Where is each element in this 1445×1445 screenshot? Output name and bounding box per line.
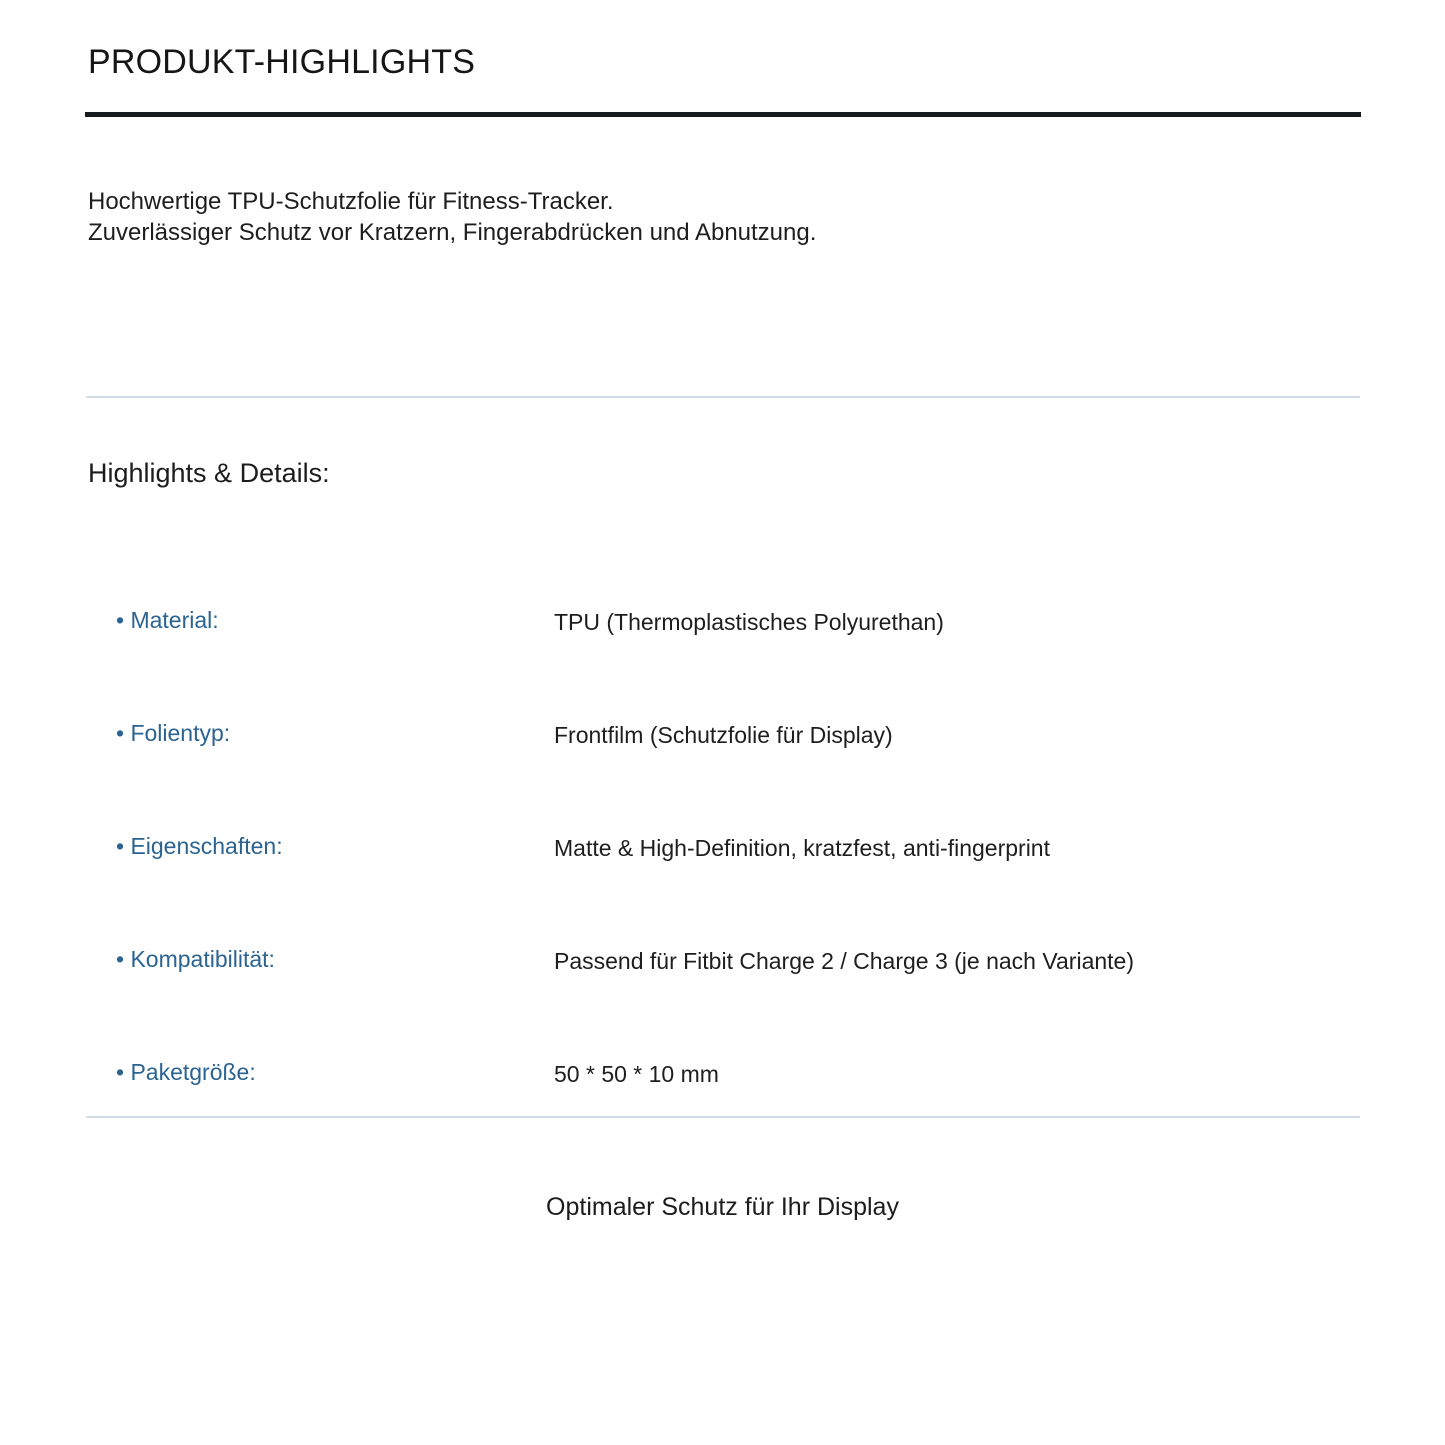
page-title: PRODUKT-HIGHLIGHTS (88, 43, 476, 81)
spec-value-paketgroesse: 50 * 50 * 10 mm (554, 1061, 719, 1087)
spec-row-paketgroesse (0, 1056, 1445, 1096)
spec-label-eigenschaften: • Eigenschaften: (116, 833, 283, 859)
footer-tagline: Optimaler Schutz für Ihr Display (546, 1193, 899, 1221)
title-underline (85, 112, 1361, 117)
spec-label-material: • Material: (116, 607, 219, 633)
spec-label-folientyp: • Folientyp: (116, 720, 231, 746)
spec-row-kompatibilitaet (0, 943, 1445, 983)
spec-row-eigenschaften (0, 830, 1445, 870)
details-heading: Highlights & Details: (88, 458, 330, 488)
spec-value-kompatibilitaet: Passend für Fitbit Charge 2 / Charge 3 (je nach Variante) (554, 948, 1134, 974)
spec-value-material: TPU (Thermoplastisches Polyurethan) (554, 609, 944, 635)
intro-text (88, 186, 816, 248)
spec-label-kompatibilitaet: • Kompatibilität: (116, 946, 275, 972)
section-divider-top (86, 396, 1360, 398)
intro-line-1: Hochwertige TPU-Schutzfolie für Fitness-Tracker. (88, 188, 614, 215)
spec-row-folientyp (0, 717, 1445, 757)
section-divider-bottom (86, 1116, 1360, 1118)
intro-line-2: Zuverlässiger Schutz vor Kratzern, Fingerabdrücken und Abnutzung. (88, 219, 817, 246)
spec-value-folientyp: Frontfilm (Schutzfolie für Display) (554, 722, 893, 748)
spec-value-eigenschaften: Matte & High-Definition, kratzfest, anti-fingerprint (554, 835, 1050, 861)
spec-row-material (0, 604, 1445, 644)
spec-label-paketgroesse: • Paketgröße: (116, 1059, 256, 1085)
